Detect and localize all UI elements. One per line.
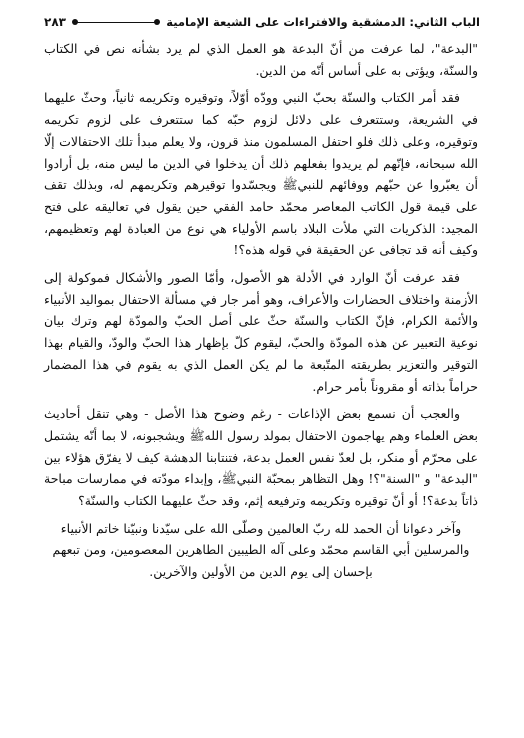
paragraph-2: فقد أمر الكتاب والسنّة بحبّ النبي وودّه أوّلاً، وتوقيره وتكريمه ثانياً، وحثّ عليهما في الشريعة، وستتعرف على دلائل لزوم حبّه كما ستتعرف على لزوم تكريمه وتوقيره، وعلى ذلك فلو احتفل المسلمون منذ قرون، ولا يعلم مبدأ تلك الاحتفالات إلّا الله سبحانه، فإنّهم لم يريدوا بفعلهم ذلك أن يدخلوا في الدين ما ليس منه، بل أرادوا أن يعبّروا عن حبّهم ووفائهم للنبيﷺ ويجسّدوا توقيرهم وتكريمهم له، وبذلك تقف على قيمة قول الكاتب المعاصر محمّد حامد الفقي حين يقول في تعاليقه على فتح المجيد: الذكريات التي ملأت البلاد باسم الأولياء هي نوع من العبادة لهم وتعظيمهم، وكيف أنه قد تجافى عن الحقيقة في قوله هذه؟! (44, 90, 478, 258)
paragraph-5: وآخر دعوانا أن الحمد لله ربّ العالمين وصلّى الله على سيّدنا ونبيّنا خاتم الأنبياء والمرسلين أبي القاسم محمّد وعلى آله الطيبين الطاهرين المعصومين، ومن تبعهم بإحسان إلى يوم الدين من الأولين والآخرين. (52, 520, 470, 580)
running-header (44, 12, 480, 32)
header-rule (74, 22, 158, 23)
page-body (44, 38, 478, 589)
chapter-title: الباب الثاني: الدمشقية والافتراءات على الشيعة الإمامية (166, 15, 480, 29)
paragraph-4: والعجب أن نسمع بعض الإذاعات - رغم وضوح هذا الأصل - وهي تنقل أحاديث بعض العلماء وهم يهاجمون الاحتفال بمولد رسول اللهﷺ ويشجبونه، لا بما أنّه يشتمل على محرّم أو منكر، بل لعدّ نفس العمل بدعة، فتنتابنا الدهشة كيف لا يفرّق هؤلاء بين "البدعة" و "السنة"؟! وهل التظاهر بمحبّة النبيﷺ، وإبداء مودّته في ممارسات مباحة ذاتاً بدعة؟! أو أنّ توقيره وتكريمه وترفيعه إثم، وقد حثّ عليهما الكتاب والسنّة؟ (44, 406, 478, 509)
paragraph-3: فقد عرفت أنّ الوارد في الأدلة هو الأصول، وأمّا الصور والأشكال فموكولة إلى الأزمنة واختلاف الحضارات والأعراف، وهو أمر جار في مسألة الاحتفال بمواليد الأنبياء والأئمة الكرام، فإنّ الكتاب والسنّة حثّ على أصل الحبّ والمودّة لهم وترك بيان نوعية التعبير عن هذه المودّة والحبّ، ليقوم كلّ بإظهار هذا الحبّ والودّ، والقيام بهذا التوقير والتعزير بطريقته المتّبعة ما لم يكن العمل الذي به يقوم في هذا المضمار حراماً بذاته أو مقروناً بأمر حرام. (44, 270, 478, 394)
page-number: ٢٨٣ (44, 15, 66, 29)
paragraph-1: "البدعة"، لما عرفت من أنّ البدعة هو العمل الذي لم يرد بشأنه نص في الكتاب والسنّة، ويؤتى به على أساس أنّه من الدين. (44, 41, 478, 78)
